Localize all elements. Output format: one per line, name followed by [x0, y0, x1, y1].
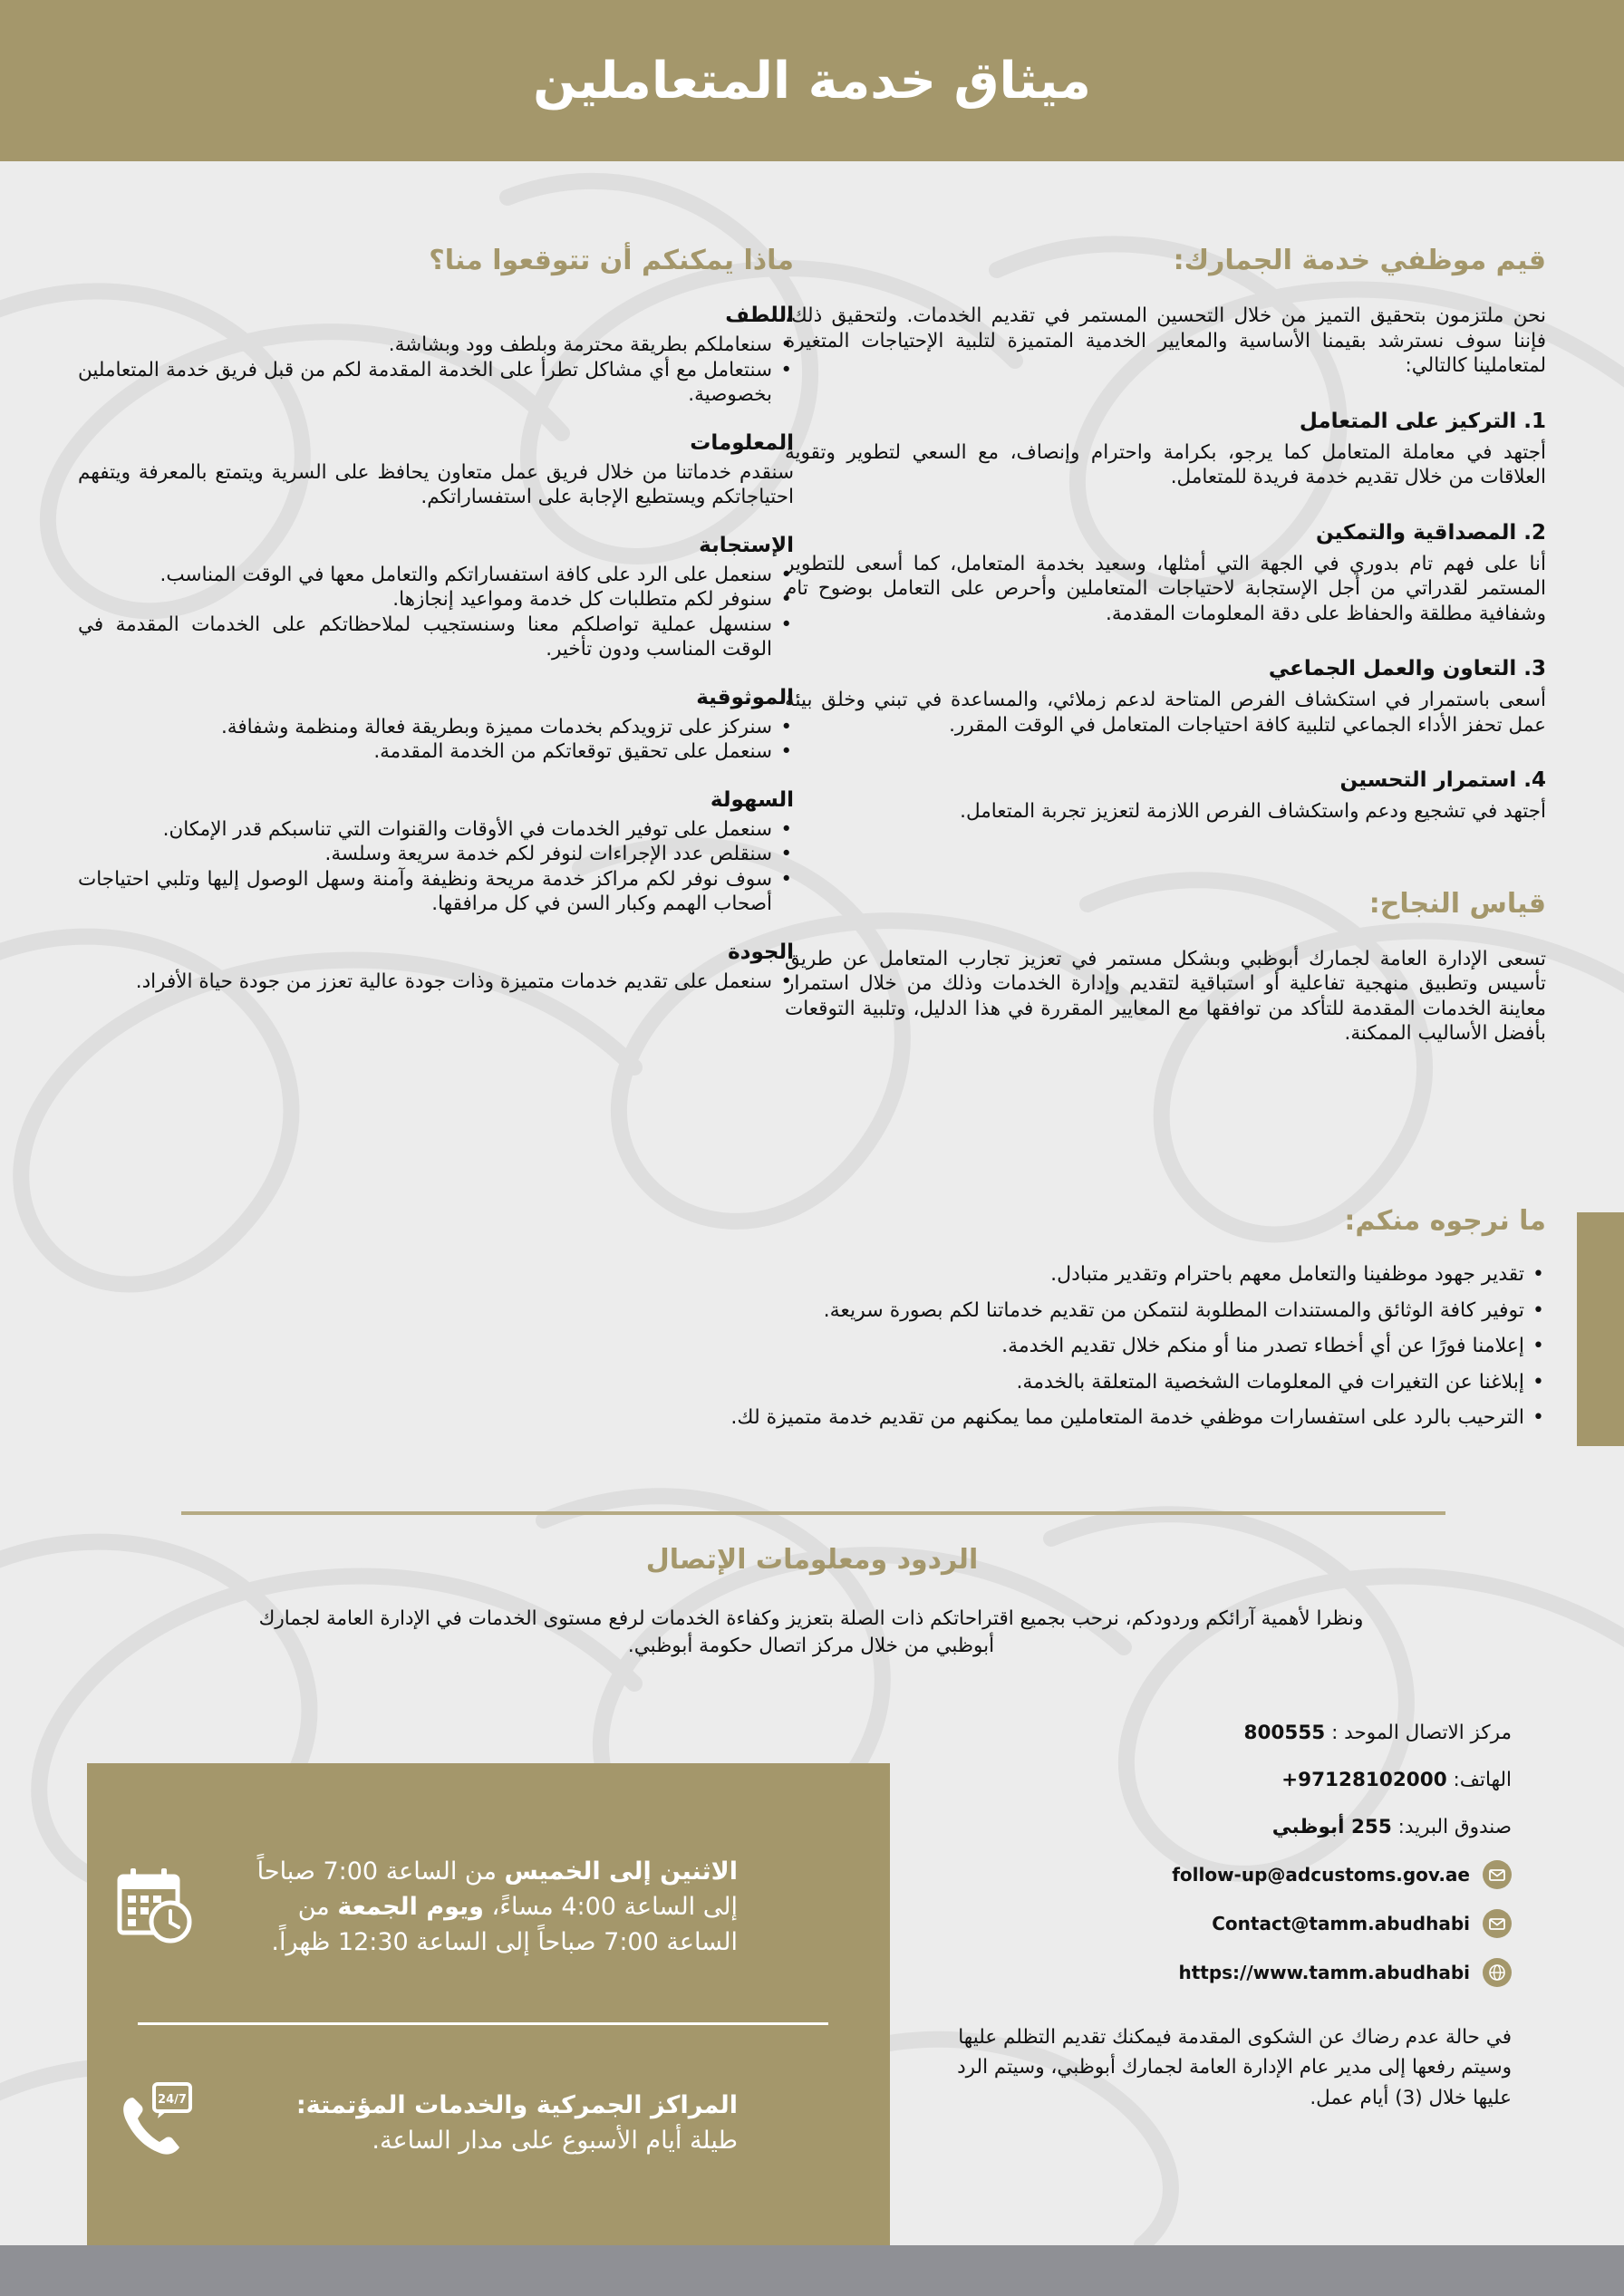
list-item: • سنسهل عملية تواصلكم معنا وسنستجيب لملاحظاتكم على الخدمات المقدمة في الوقت المناسب ودون تأخير.: [78, 613, 794, 662]
expect-group-list: [78, 817, 794, 917]
expect-group-list: [78, 563, 794, 662]
centers-row: [87, 2080, 890, 2166]
hours-days: الاثنين إلى الخميس: [504, 1857, 738, 1886]
list-item: • الترحيب بالرد على استفسارات موظفي خدمة المتعاملين مما يمكنهم من تقديم خدمة متميزة لك.: [459, 1400, 1546, 1436]
badge-text: 24/7: [158, 2093, 187, 2107]
list-item: • سنوفر لكم متطلبات كل خدمة ومواعيد إنجازها.: [78, 587, 794, 613]
section-divider: [181, 1511, 1445, 1515]
expect-group-title: الإستجابة: [699, 533, 794, 557]
email-link-2[interactable]: Contact@tamm.abudhabi: [1212, 1913, 1470, 1934]
success-title: قياس النجاح:: [1368, 887, 1546, 920]
call-center-label: مركز الاتصال الموحد :: [1331, 1721, 1512, 1744]
side-tab-decoration: [1577, 1212, 1624, 1446]
email-row-1[interactable]: [877, 1850, 1512, 1899]
phone-row: [877, 1756, 1512, 1803]
email-link-1[interactable]: follow-up@adcustoms.gov.ae: [1172, 1864, 1470, 1886]
hours-part-1: من الساعة 7:00 صباحاً إلى الساعة 4:00 مساءً،: [256, 1857, 738, 1922]
phone-label: الهاتف:: [1453, 1768, 1512, 1791]
value-text-3: أسعى باستمرار في استكشاف الفرص المتاحة لدعم زملائي، والمساعدة في تبني وخلق بيئة عمل تحفز الأداء الجماعي لتلبية كافة احتياجات المتعامل في الوقت المقرر.: [785, 689, 1546, 737]
list-item: • توفير كافة الوثائق والمستندات المطلوبة لنتمكن من تقديم خدماتنا لكم بصورة سريعة.: [459, 1293, 1546, 1329]
pobox-value: 255 أبوظبي: [1271, 1815, 1392, 1838]
working-hours-box: [87, 1763, 890, 2249]
list-item: • سنعمل على توفير الخدمات في الأوقات والقنوات التي تناسبكم قدر الإمكان.: [78, 817, 794, 843]
complaint-text: في حالة عدم رضاك عن الشكوى المقدمة فيمكنك تقديم التظلم عليها وسيتم رفعها إلى مدير عام الإدارة العامة لجمارك أبوظبي، وسيتم الرد عليها خلال (3) أيام عمل.: [957, 2026, 1512, 2109]
list-item: • سوف نوفر لكم مراكز خدمة مريحة ونظيفة وآمنة وسهل الوصول إليها وتلبي احتياجات أصحاب الهمم وكبار السن في كل مرافقها.: [78, 867, 794, 917]
page-header: [0, 0, 1624, 161]
hours-friday: ويوم الجمعة: [337, 1893, 484, 1922]
expect-group-title: الجودة: [728, 940, 794, 964]
hours-row: [87, 1854, 890, 1960]
expect-group-title: اللطف: [725, 304, 794, 327]
expect-column: [78, 245, 794, 994]
email-row-2[interactable]: [877, 1899, 1512, 1948]
requests-list: [459, 1257, 1546, 1436]
page-title: ميثاق خدمة المتعاملين: [533, 51, 1091, 111]
envelope-icon: [1483, 1909, 1512, 1938]
envelope-icon: [1483, 1860, 1512, 1889]
centers-title: المراكز الجمركية والخدمات المؤتمتة:: [295, 2090, 738, 2119]
phone-number[interactable]: +97128102000: [1281, 1768, 1447, 1791]
value-title-1: 1. التركيز على المتعامل: [1299, 409, 1546, 433]
expect-group-text: سنقدم خدماتنا من خلال فريق عمل متعاون يحافظ على السرية ويتمتع بالمعرفة ويتفهم احتياجاتكم ويستطيع الإجابة على استفساراتكم.: [78, 460, 794, 509]
value-title-3: 3. التعاون والعمل الجماعي: [1268, 657, 1546, 681]
values-column: [785, 245, 1546, 1047]
contact-title: الردود ومعلومات الإتصال: [645, 1544, 979, 1576]
pobox-label: صندوق البريد:: [1397, 1815, 1512, 1838]
contact-info: [877, 1709, 1512, 1997]
list-item: • سنركز على تزويدكم بخدمات مميزة وبطريقة فعالة ومنظمة وشفافة.: [78, 715, 794, 740]
expect-title: ماذا يمكنكم أن تتوقعوا منا؟: [429, 245, 794, 276]
value-title-2: 2. المصداقية والتمكين: [1315, 520, 1546, 545]
list-item: • سنعمل على الرد على كافة استفساراتكم والتعامل معها في الوقت المناسب.: [78, 563, 794, 588]
list-item: • سنعاملكم بطريقة محترمة وبلطف وود وبشاشة.: [78, 333, 794, 358]
centers-text: طيلة أيام الأسبوع على مدار الساعة.: [372, 2127, 738, 2155]
list-item: • سنقلص عدد الإجراءات لنوفر لكم خدمة سريعة وسلسة.: [78, 842, 794, 867]
expect-group-list: [78, 333, 794, 408]
expect-group-list: [78, 715, 794, 765]
value-text-1: أجتهد في معاملة المتعامل كما يرجو، بكرامة واحترام وإنصاف، مع السعي لتطوير وتقوية العلاقات من خلال تقديم خدمة فريدة للمتعامل.: [785, 440, 1546, 489]
centers-text-block: [230, 2088, 738, 2158]
list-item: • سنعمل على تقديم خدمات متميزة وذات جودة عالية تعزز من جودة حياة الأفراد.: [78, 970, 794, 995]
value-text-4: أجتهد في تشجيع ودعم واستكشاف الفرص اللازمة لتعزيز تجربة المتعامل.: [960, 800, 1546, 824]
contact-intro: ونظرا لأهمية آرائكم وردودكم، نرحب بجميع اقتراحاتكم ذات الصلة بتعزيز وكفاءة الخدمات لرفع مستوى الخدمات في الإدارة العامة لجمارك أبوظبي من خلال مركز اتصال حكومة أبوظبي.: [258, 1607, 1364, 1657]
success-text: تسعى الإدارة العامة لجمارك أبوظبي وبشكل مستمر في تعزيز تجارب المتعامل عن طريق تأسيس وتطبيق منهجية تفاعلية أو استباقية لتقديم وإدارة الخدمات وذلك من خلال استمرار معاينة الخدمات المقدمة للتأكد من توافقها مع المعايير المقررة في هذا الدليل، وتلبية التوقعات بأفضل الأساليب الممكنة.: [785, 947, 1546, 1046]
list-item: • تقدير جهود موظفينا والتعامل معهم باحترام وتقدير متبادل.: [459, 1257, 1546, 1293]
requests-section: [459, 1205, 1546, 1436]
value-title-4: 4. استمرار التحسين: [1339, 768, 1546, 793]
website-link[interactable]: https://www.tamm.abudhabi: [1178, 1962, 1470, 1983]
website-row[interactable]: [877, 1948, 1512, 1997]
expect-group-title: المعلومات: [690, 430, 794, 455]
hours-text: [230, 1854, 738, 1960]
values-intro: نحن ملتزمون بتحقيق التميز من خلال التحسين المستمر في تقديم الخدمات. ولتحقيق ذلك، فإننا سوف نسترشد بقيمنا الأساسية والمعايير الخدمية المتميزة لتلبية الإحتياجات المتغيرة لمتعاملينا كالتالي:: [785, 304, 1546, 378]
page-footer: [0, 2245, 1624, 2296]
calendar-clock-icon: [114, 1866, 196, 1949]
pobox-row: [877, 1803, 1512, 1850]
hours-part-2: من الساعة 7:00 صباحاً إلى الساعة 12:30 ظهراً.: [271, 1893, 738, 1957]
globe-icon: [1483, 1958, 1512, 1987]
expect-group-title: الموثوقية: [696, 685, 794, 709]
expect-group-title: السهولة: [710, 787, 794, 812]
list-item: • إبلاغنا عن التغيرات في المعلومات الشخصية المتعلقة بالخدمة.: [459, 1365, 1546, 1401]
list-item: • سنتعامل مع أي مشاكل تطرأ على الخدمة المقدمة لكم من قبل فريق خدمة المتعاملين بخصوصية.: [78, 358, 794, 408]
call-center-row: [877, 1709, 1512, 1756]
box-divider: [138, 2022, 828, 2025]
list-item: • إعلامنا فورًا عن أي أخطاء تصدر منا أو منكم خلال تقديم الخدمة.: [459, 1328, 1546, 1365]
call-center-number[interactable]: 800555: [1243, 1721, 1326, 1744]
value-text-2: أنا على فهم تام بدوري في الجهة التي أمثلها، وسعيد بخدمة المتعامل، كما أسعى للتطوير المستمر لقدراتي من أجل الإستجابة لاحتياجات المتعاملين وأحرص على التعامل بوضوح تام وشفافية مطلقة والحفاظ على دقة المعلومات المقدمة.: [785, 552, 1546, 625]
values-title: قيم موظفي خدمة الجمارك:: [1173, 245, 1546, 276]
requests-title: ما نرجوه منكم:: [1344, 1205, 1546, 1237]
phone-24-7-icon: [114, 2080, 196, 2166]
expect-group-list: [78, 970, 794, 995]
list-item: • سنعمل على تحقيق توقعاتكم من الخدمة المقدمة.: [78, 739, 794, 765]
